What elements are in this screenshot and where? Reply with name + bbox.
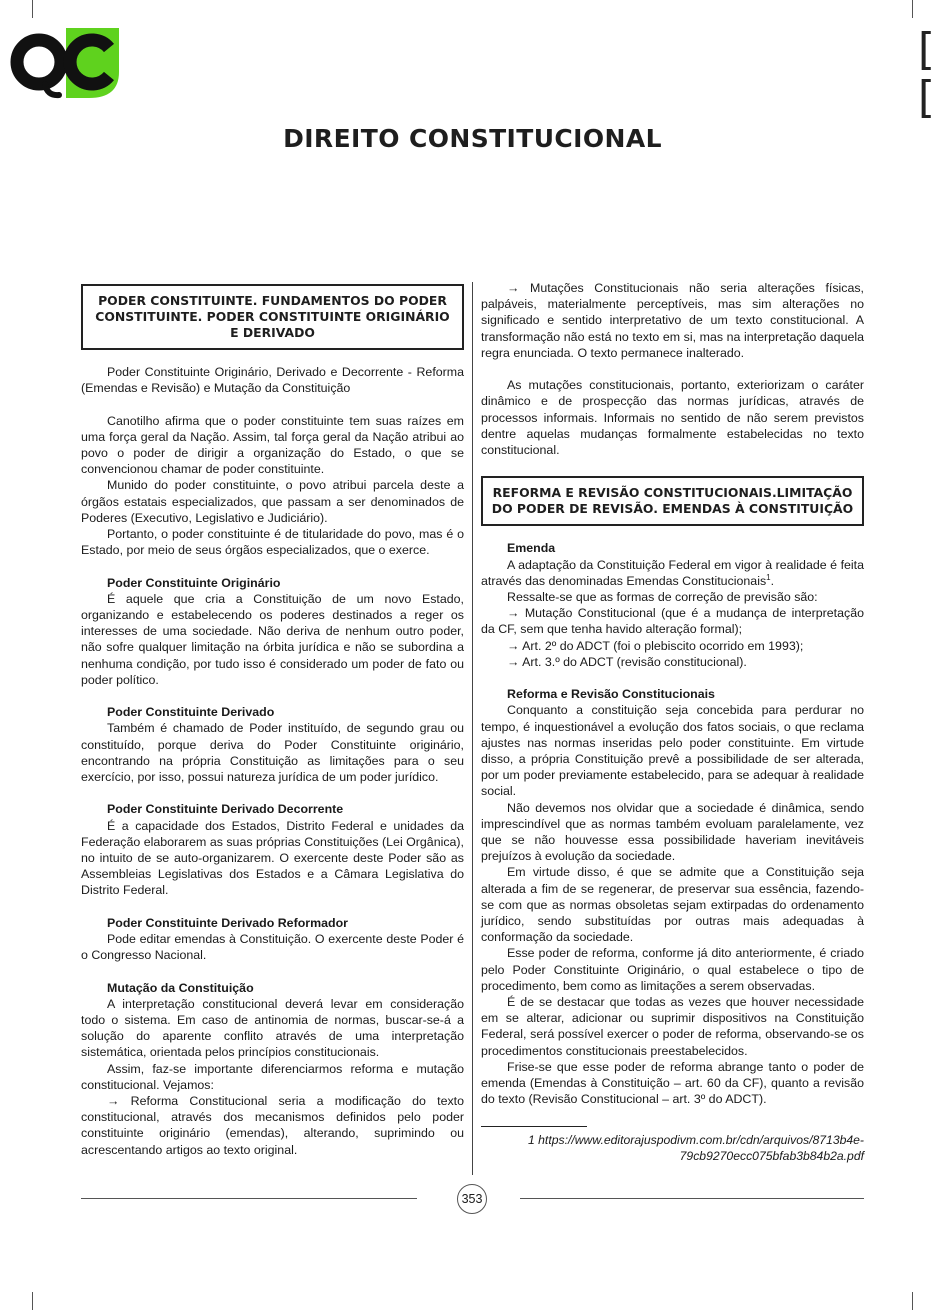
footnote-line[interactable]: 1 https://www.editorajuspodivm.com.br/cdn/arquivos/8713b4e- [527, 1132, 864, 1147]
paragraph: Canotilho afirma que o poder constituinte tem suas raízes em uma força geral da Nação. Assim, tal força geral da Nação atribui ao povo o poder de dirigir a organização do Estado, o que se convencionou chamar de poder constituinte. [81, 413, 464, 477]
crop-mark-bottom-right [912, 1292, 913, 1310]
paragraph: Conquanto a constituição seja concebida para perdurar no tempo, é inquestionável a evolução dos fatos sociais, o que reclama ajustes nas normas inseridas pelo poder constituinte. Em virtude disso, a própria Constituição prevê a possibilidade de ser alterada, por um poder previamente estabelecido, para se adequar à realidade social. [481, 703, 864, 799]
paragraph: Em virtude disso, é que se admite que a Constituição seja alterada a fim de se regenerar, de preservar sua essência, fazendo-se com que as normas obsoletas sejam extirpadas do ordenamento jurídico, sendo substituídas por outras mais adequadas à conformação da sociedade. [481, 865, 864, 945]
qc-logo [9, 28, 121, 100]
page-number: 353 [457, 1184, 487, 1214]
section-box-poder-constituinte: PODER CONSTITUINTE. FUNDAMENTOS DO PODER CONSTITUINTE. PODER CONSTITUINTE ORIGINÁRIO E DERIVADO [81, 284, 464, 350]
paragraph: É de se destacar que todas as vezes que houver necessidade em se alterar, adicionar ou suprimir dispositivos na Constituição Federal, será possível exercer o poder de reforma, observando-se os procedimentos constitucionais preestabelecidos. [481, 995, 864, 1058]
paragraph: → Mutações Constitucionais não seria alterações físicas, palpáveis, materialmente perceptíveis, mas sim alterações no significado e sentido interpretativo de um texto constitucional. A transformação não está no texto em si, mas na interpretação daquela regra enunciada. O texto permanece inalterado. [481, 281, 864, 360]
crop-mark-top-left [32, 0, 33, 18]
section-box-reforma-revisao: REFORMA E REVISÃO CONSTITUCIONAIS.LIMITAÇÃO DO PODER DE REVISÃO. EMENDAS À CONSTITUIÇÃO [481, 476, 864, 526]
paragraph: É a capacidade dos Estados, Distrito Federal e unidades da Federação elaborarem as suas próprias Constituições (Lei Orgânica), no intuito de se auto-organizarem. O exercente deste Poder são as Assembleias Legislativas dos Estados e a Câmara Legislativa do Distrito Federal. [81, 818, 464, 898]
footnote [481, 1132, 864, 1164]
paragraph: → Reforma Constitucional seria a modificação do texto constitucional, através dos mecanismos definidos pelo poder constituinte originário (emendas), alterando, suprimindo ou acrescentando artigos ao texto original. [81, 1094, 464, 1157]
paragraph: Esse poder de reforma, conforme já dito anteriormente, é criado pelo Poder Constituinte Originário, o qual estabelece o tipo de procedimento, bem como as limitações a serem observadas. [481, 946, 864, 993]
paragraph: Munido do poder constituinte, o povo atribui parcela deste a órgãos estatais especializados, que passam a ser denominados de Poderes (Executivo, Legislativo e Judiciário). [81, 478, 464, 525]
paragraph: Assim, faz-se importante diferenciarmos reforma e mutação constitucional. Vejamos: [81, 1061, 464, 1092]
subheading-emenda: Emenda [507, 541, 556, 556]
intro-paragraph: Poder Constituinte Originário, Derivado e Decorrente - Reforma (Emendas e Revisão) e Mutação da Constituição [81, 365, 464, 396]
paragraph-text: A adaptação da Constituição Federal em vigor à realidade é feita através das denominadas Emendas Constitucionais [481, 557, 864, 588]
registration-bracket-top: [ [917, 24, 935, 75]
paragraph: Ressalte-se que as formas de correção de previsão são: [507, 590, 818, 605]
paragraph: Não devemos nos olvidar que a sociedade é dinâmica, sendo imprescindível que as normas também evoluam paralelamente, vez que se não houvesse essa possibilidade haveriam inevitáveis prejuízos à evolução da sociedade. [481, 800, 864, 864]
paragraph: Frise-se que esse poder de reforma abrange tanto o poder de emenda (Emendas à Constituição – art. 60 da CF), quanto a revisão do texto (Revisão Constitucional – art. 3º do ADCT). [481, 1059, 864, 1107]
footnote-separator [481, 1126, 587, 1127]
footnote-reference[interactable]: 1 [766, 572, 771, 582]
list-item: → Mutação Constitucional (que é a mudança de interpretação da CF, sem que tenha havido alteração formal); [481, 606, 864, 637]
subheading-mutacao: Mutação da Constituição [107, 980, 254, 995]
paragraph: É aquele que cria a Constituição de um novo Estado, organizando e estabelecendo os poderes destinados a reger os interesses de uma sociedade. Não deriva de nenhum outro poder, não sofre qualquer limitação na órbita jurídica e não se subordina a nenhuma condição, por tudo isso é considerado um poder de fato ou poder político. [81, 591, 464, 687]
registration-bracket-bottom: [ [917, 72, 935, 123]
list-item: → Art. 2º do ADCT (foi o plebiscito ocorrido em 1993); [507, 638, 804, 653]
paragraph-with-footnote [481, 557, 864, 589]
subheading-reforma-revisao: Reforma e Revisão Constitucionais [507, 687, 715, 702]
subheading-originario: Poder Constituinte Originário [107, 575, 281, 590]
subheading-derivado: Poder Constituinte Derivado [107, 705, 275, 720]
column-divider [472, 282, 473, 1175]
qc-logo-q-letter [17, 40, 61, 84]
paragraph: A interpretação constitucional deverá levar em consideração todo o sistema. Em caso de antinomia de normas, buscar-se-á a solução do aparente conflito através de uma interpretação sistemática, orientada pelos princípios constitucionais. [81, 996, 464, 1060]
subheading-decorrente: Poder Constituinte Derivado Decorrente [107, 802, 344, 817]
paragraph: Portanto, o poder constituinte é de titularidade do povo, mas é o Estado, por meio de seus órgãos especializados, que o exerce. [81, 527, 464, 558]
page-title: DIREITO CONSTITUCIONAL [283, 124, 662, 153]
footer-rule-right [520, 1198, 864, 1199]
paragraph-end: . [770, 573, 775, 588]
footer-rule-left [81, 1198, 417, 1199]
footnote-line[interactable]: 79cb9270ecc075bfab3b84b2a.pdf [679, 1148, 864, 1163]
paragraph: Pode editar emendas à Constituição. O exercente deste Poder é o Congresso Nacional. [81, 932, 464, 963]
subheading-reformador: Poder Constituinte Derivado Reformador [107, 915, 348, 930]
left-column [81, 280, 464, 1158]
crop-mark-bottom-left [32, 1292, 33, 1310]
list-item: → Art. 3.º do ADCT (revisão constitucional). [507, 654, 747, 669]
paragraph: Também é chamado de Poder instituído, de segundo grau ou constituído, porque deriva do Poder Constituinte originário, encontrando na própria Constituição as limitações para o seu exercício, por isso, possui natureza jurídica de um poder jurídico. [81, 721, 464, 785]
crop-mark-top-right [912, 0, 913, 18]
paragraph: As mutações constitucionais, portanto, exteriorizam o caráter dinâmico e de prospecção das normas jurídicas, através de processos informais. Informais no sentido de não serem previstos dentre aquelas mudanças formalmente estabelecidas no texto constitucional. [481, 378, 864, 458]
right-column [481, 280, 864, 1164]
